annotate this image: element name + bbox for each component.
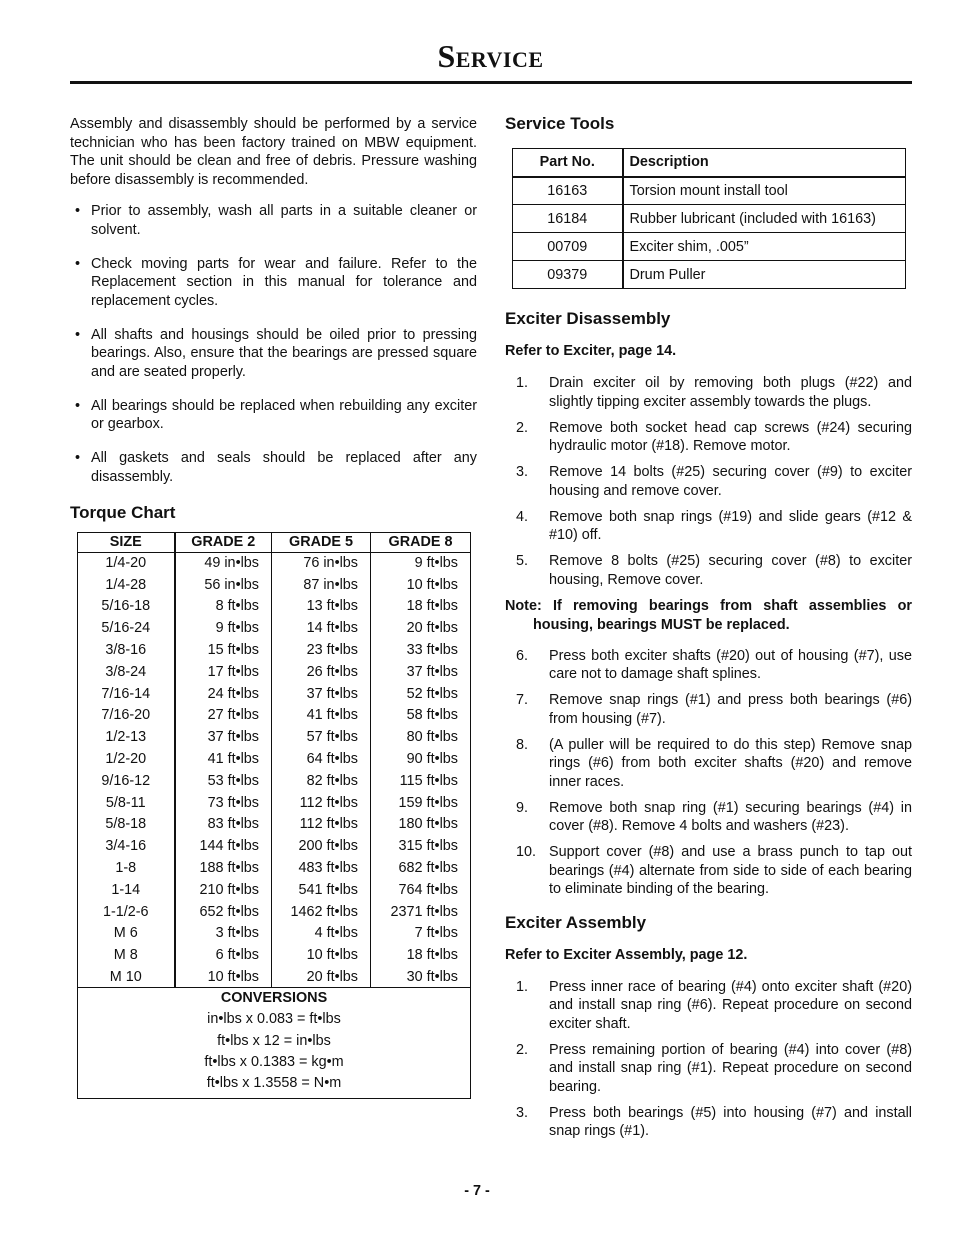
torque-cell-size: 7/16-14: [78, 683, 175, 705]
torque-row: [78, 814, 471, 836]
torque-cell-size: 1-8: [78, 857, 175, 879]
tool-description: Torsion mount install tool: [623, 177, 906, 205]
torque-cell-size: 3/4-16: [78, 835, 175, 857]
torque-cell-grade8: 20 ft•lbs: [406, 620, 458, 637]
torque-cell-grade8: 682 ft•lbs: [398, 860, 458, 877]
bearing-note: Note: If removing bearings from shaft assemblies or housing, bearings MUST be replaced.: [505, 597, 912, 633]
step-item: [505, 736, 912, 792]
tool-part-no: 16163: [513, 177, 623, 205]
torque-cell-grade8: 18 ft•lbs: [406, 947, 458, 964]
torque-cell-size: 5/16-24: [78, 617, 175, 639]
tool-description: Rubber lubricant (included with 16163): [623, 205, 906, 233]
step-number: 4.: [516, 508, 529, 525]
tool-description: Exciter shim, .005”: [623, 233, 906, 261]
bullet-item: • Check moving parts for wear and failure. Refer to the Replacement section in this manual for tolerance and replacement cycles.: [70, 255, 477, 311]
conversions-heading: CONVERSIONS: [78, 988, 471, 1008]
torque-cell-grade8: 115 ft•lbs: [399, 772, 458, 789]
torque-cell-grade2: 652 ft•lbs: [175, 901, 272, 923]
torque-row: [78, 639, 471, 661]
step-text: Remove 8 bolts (#25) securing cover (#8) to exciter housing, Remove cover.: [549, 553, 912, 588]
exciter-disassembly-reference: Refer to Exciter, page 14.: [505, 343, 677, 359]
step-text: Remove 14 bolts (#25) securing cover (#9) to exciter housing and remove cover.: [549, 464, 912, 499]
torque-cell-grade5: 4 ft•lbs: [272, 923, 371, 945]
page-title: Service: [437, 38, 544, 74]
step-text: Press both exciter shafts (#20) out of housing (#7), use care not to damage shaft splines.: [549, 647, 912, 682]
torque-cell-size: 5/8-11: [78, 792, 175, 814]
torque-cell-grade2: 3 ft•lbs: [175, 923, 272, 945]
step-item: [505, 374, 912, 411]
torque-row: [78, 617, 471, 639]
torque-cell-grade2: 144 ft•lbs: [175, 835, 272, 857]
torque-cell-size: M 8: [78, 944, 175, 966]
torque-cell-grade2: 15 ft•lbs: [175, 639, 272, 661]
torque-cell-grade5: 37 ft•lbs: [272, 683, 371, 705]
torque-cell-grade5: 14 ft•lbs: [272, 617, 371, 639]
step-item: [505, 843, 912, 899]
torque-row: [78, 879, 471, 901]
step-item: [505, 978, 912, 1034]
service-tools-table: [512, 148, 906, 289]
step-text: Remove both socket head cap screws (#24) securing hydraulic motor (#18). Remove motor.: [549, 419, 912, 454]
torque-cell-grade5: 112 ft•lbs: [272, 814, 371, 836]
torque-row: [78, 857, 471, 879]
torque-row: [78, 966, 471, 988]
torque-row: [78, 705, 471, 727]
tool-row: [513, 261, 906, 289]
step-item: [505, 799, 912, 836]
torque-cell-grade8: 58 ft•lbs: [406, 707, 458, 724]
step-text: Drain exciter oil by removing both plugs (#22) and slightly tipping exciter assembly towards the plugs.: [549, 375, 912, 410]
step-item: [505, 1104, 912, 1141]
step-number: 10.: [516, 844, 537, 860]
exciter-assembly-heading: Exciter Assembly: [505, 912, 647, 932]
step-item: [505, 1041, 912, 1097]
torque-cell-grade8: 33 ft•lbs: [406, 642, 458, 659]
torque-row: [78, 792, 471, 814]
torque-cell-size: 1-1/2-6: [78, 901, 175, 923]
torque-cell-size: 5/8-18: [78, 814, 175, 836]
torque-cell-grade8: 90 ft•lbs: [406, 751, 458, 768]
step-text: Remove both snap ring (#1) securing bearings (#4) in cover (#8). Remove 4 bolts and washers (#23).: [549, 799, 912, 834]
torque-chart-heading: Torque Chart: [70, 502, 176, 522]
torque-header-row: [78, 532, 471, 552]
torque-cell-grade8: 80 ft•lbs: [406, 729, 458, 746]
page-number: - 7 -: [464, 1183, 490, 1199]
step-number: 1.: [516, 375, 529, 391]
bullet-item: • All gaskets and seals should be replaced after any disassembly.: [70, 449, 477, 486]
step-text: Remove snap rings (#1) and press both bearings (#6) from housing (#7).: [549, 692, 912, 727]
torque-cell-size: 1/2-20: [78, 748, 175, 770]
step-number: 6.: [516, 647, 529, 664]
step-number: 9.: [516, 799, 529, 816]
torque-cell-grade8: 9 ft•lbs: [414, 555, 458, 572]
torque-cell-grade8: 52 ft•lbs: [406, 685, 458, 702]
exciter-disassembly-heading: Exciter Disassembly: [505, 309, 671, 328]
conversion-row: [78, 1030, 471, 1052]
step-text: Press inner race of bearing (#4) onto exciter shaft (#20) and install snap ring (#6). Repeat procedure on second exciter shaft.: [549, 978, 912, 1032]
torque-cell-grade2: 8 ft•lbs: [175, 596, 272, 618]
torque-cell-size: 1-14: [78, 879, 175, 901]
torque-cell-grade8: 315 ft•lbs: [398, 838, 458, 855]
torque-header-size: SIZE: [78, 532, 175, 552]
torque-cell-grade8: 18 ft•lbs: [406, 598, 458, 615]
torque-cell-size: 3/8-24: [78, 661, 175, 683]
torque-cell-grade2: 188 ft•lbs: [175, 857, 272, 879]
right-column: [505, 113, 912, 1148]
torque-cell-grade2: 83 ft•lbs: [175, 814, 272, 836]
assembly-steps: [505, 978, 912, 1141]
torque-row: [78, 923, 471, 945]
conversions-header-row: [78, 988, 471, 1008]
torque-cell-grade8: 10 ft•lbs: [406, 576, 458, 593]
torque-cell-grade8: 180 ft•lbs: [398, 816, 458, 833]
step-item: [505, 552, 912, 589]
intro-paragraph: Assembly and disassembly should be performed by a service technician who has been factory trained on MBW equipment. The unit should be clean and free of debris. Pressure washing before disassembly is recommended.: [70, 116, 477, 188]
torque-cell-grade5: 10 ft•lbs: [272, 944, 371, 966]
torque-cell-grade5: 87 in•lbs: [272, 574, 371, 596]
torque-cell-grade8: 2371 ft•lbs: [390, 903, 458, 920]
torque-cell-grade8: 37 ft•lbs: [406, 663, 458, 680]
tools-header-description: Description: [623, 149, 906, 177]
torque-cell-grade5: 76 in•lbs: [272, 552, 371, 574]
bullet-item: • All shafts and housings should be oiled prior to pressing bearings. Also, ensure that the bearings are pressed square and are seated properly.: [70, 326, 477, 382]
torque-cell-grade8: 7 ft•lbs: [414, 925, 458, 942]
tool-row: [513, 205, 906, 233]
step-text: (A puller will be required to do this step) Remove snap rings (#6) from both exciter shafts (#20) and remove inner races.: [549, 736, 912, 790]
conversion-formula: ft•lbs x 0.1383 = kg•m: [204, 1054, 344, 1071]
conversion-formula: in•lbs x 0.083 = ft•lbs: [207, 1010, 341, 1027]
torque-cell-grade5: 41 ft•lbs: [272, 705, 371, 727]
bullet-item: • All bearings should be replaced when rebuilding any exciter or gearbox.: [70, 397, 477, 434]
step-item: [505, 691, 912, 728]
title-divider: [70, 81, 912, 84]
tool-row: [513, 177, 906, 205]
torque-cell-grade5: 57 ft•lbs: [272, 726, 371, 748]
tool-row: [513, 233, 906, 261]
torque-cell-grade2: 24 ft•lbs: [175, 683, 272, 705]
torque-row: [78, 770, 471, 792]
bullet-item: • Prior to assembly, wash all parts in a suitable cleaner or solvent.: [70, 202, 477, 239]
torque-cell-grade2: 41 ft•lbs: [175, 748, 272, 770]
conversion-row: [78, 1073, 471, 1098]
torque-row: [78, 683, 471, 705]
torque-row: [78, 552, 471, 574]
torque-row: [78, 835, 471, 857]
step-number: 3.: [516, 464, 529, 480]
torque-cell-grade5: 26 ft•lbs: [272, 661, 371, 683]
step-item: [505, 419, 912, 456]
torque-cell-size: M 10: [78, 966, 175, 988]
tools-header-row: [513, 149, 906, 177]
conversion-row: [78, 1052, 471, 1074]
torque-cell-size: 1/4-28: [78, 574, 175, 596]
step-text: Press both bearings (#5) into housing (#7) and install snap rings (#1).: [549, 1104, 912, 1139]
step-number: 2.: [516, 419, 529, 436]
torque-cell-size: 1/2-13: [78, 726, 175, 748]
torque-header-grade5: GRADE 5: [272, 532, 371, 552]
torque-cell-grade5: 541 ft•lbs: [272, 879, 371, 901]
torque-cell-grade2: 27 ft•lbs: [175, 705, 272, 727]
torque-cell-size: 7/16-20: [78, 705, 175, 727]
tool-part-no: 00709: [513, 233, 623, 261]
step-item: [505, 508, 912, 545]
tool-part-no: 09379: [513, 261, 623, 289]
torque-cell-grade2: 210 ft•lbs: [175, 879, 272, 901]
torque-cell-size: 3/8-16: [78, 639, 175, 661]
torque-row: [78, 748, 471, 770]
conversion-row: [78, 1008, 471, 1030]
tools-header-part-no: Part No.: [513, 149, 623, 177]
disassembly-steps-6-10: [505, 647, 912, 899]
torque-row: [78, 574, 471, 596]
torque-cell-size: 1/4-20: [78, 552, 175, 574]
bullet-list: [70, 202, 477, 486]
torque-row: [78, 726, 471, 748]
step-number: 3.: [516, 1104, 529, 1121]
step-number: 2.: [516, 1041, 529, 1058]
step-item: [505, 647, 912, 684]
torque-cell-grade5: 483 ft•lbs: [272, 857, 371, 879]
step-number: 5.: [516, 553, 529, 569]
step-number: 7.: [516, 692, 529, 708]
torque-header-grade2: GRADE 2: [175, 532, 272, 552]
torque-cell-grade5: 112 ft•lbs: [272, 792, 371, 814]
torque-cell-grade2: 6 ft•lbs: [175, 944, 272, 966]
torque-row: [78, 944, 471, 966]
step-number: 8.: [516, 736, 529, 753]
torque-header-grade8: GRADE 8: [371, 532, 471, 552]
torque-cell-grade2: 37 ft•lbs: [175, 726, 272, 748]
exciter-assembly-reference: Refer to Exciter Assembly, page 12.: [505, 946, 748, 963]
torque-cell-grade2: 49 in•lbs: [175, 552, 272, 574]
conversion-formula: ft•lbs x 12 = in•lbs: [217, 1032, 331, 1049]
step-text: Support cover (#8) and use a brass punch to tap out bearings (#4) alternate from side to side of each bearing to eliminate binding of the bearing.: [549, 844, 912, 897]
torque-row: [78, 661, 471, 683]
step-number: 1.: [516, 978, 529, 995]
torque-cell-grade2: 17 ft•lbs: [175, 661, 272, 683]
torque-cell-grade8: 159 ft•lbs: [398, 794, 458, 811]
torque-cell-size: 5/16-18: [78, 596, 175, 618]
step-text: Remove both snap rings (#19) and slide gears (#12 & #10) off.: [549, 508, 912, 543]
torque-cell-grade5: 13 ft•lbs: [272, 596, 371, 618]
torque-cell-size: M 6: [78, 923, 175, 945]
torque-cell-grade8: 764 ft•lbs: [398, 881, 458, 898]
torque-cell-grade2: 10 ft•lbs: [175, 966, 272, 988]
torque-cell-grade2: 56 in•lbs: [175, 574, 272, 596]
torque-row: [78, 901, 471, 923]
torque-chart-table: [77, 532, 471, 1099]
step-item: [505, 463, 912, 500]
conversion-formula: ft•lbs x 1.3558 = N•m: [206, 1075, 342, 1092]
torque-cell-grade2: 53 ft•lbs: [175, 770, 272, 792]
torque-row: [78, 596, 471, 618]
torque-cell-grade8: 30 ft•lbs: [406, 968, 458, 985]
torque-cell-grade5: 64 ft•lbs: [272, 748, 371, 770]
disassembly-steps-1-5: [505, 374, 912, 589]
tool-part-no: 16184: [513, 205, 623, 233]
torque-cell-grade5: 23 ft•lbs: [272, 639, 371, 661]
torque-cell-grade5: 20 ft•lbs: [272, 966, 371, 988]
torque-cell-grade2: 73 ft•lbs: [175, 792, 272, 814]
torque-cell-grade5: 82 ft•lbs: [272, 770, 371, 792]
service-tools-heading: Service Tools: [505, 114, 615, 133]
tool-description: Drum Puller: [629, 266, 706, 283]
left-column: [70, 115, 477, 1099]
step-text: Press remaining portion of bearing (#4) into cover (#8) and install snap ring (#1). Repeat procedure on second bearing.: [549, 1041, 912, 1095]
torque-cell-grade5: 200 ft•lbs: [272, 835, 371, 857]
torque-cell-grade5: 1462 ft•lbs: [272, 901, 371, 923]
torque-cell-size: 9/16-12: [78, 770, 175, 792]
torque-cell-grade2: 9 ft•lbs: [175, 617, 272, 639]
